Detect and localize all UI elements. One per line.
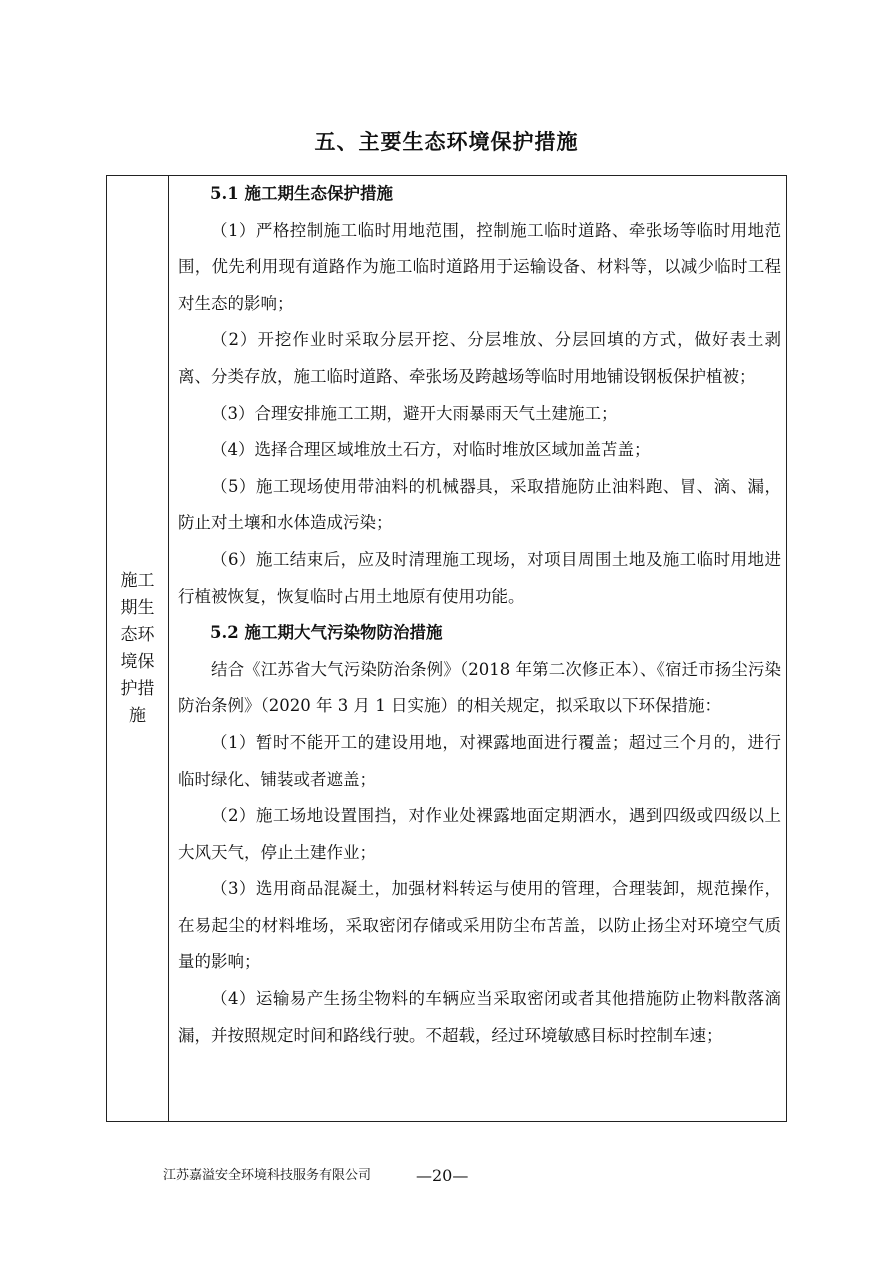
paragraph: （5）施工现场使用带油料的机械器具，采取措施防止油料跑、冒、滴、漏，防止对土壤和水体造成污染； — [178, 476, 781, 533]
paragraph: （3）合理安排施工工期，避开大雨暴雨天气土建施工； — [211, 403, 618, 423]
paragraph: （4）运输易产生扬尘物料的车辆应当采取密闭或者其他措施防止物料散落滴漏，并按照规定时间和路线行驶。不超载，经过环境敏感目标时控制车速； — [178, 989, 781, 1045]
row-label: 施工期生态环境保护措施 — [120, 570, 155, 726]
paragraph: （2）开挖作业时采取分层开挖、分层堆放、分层回填的方式，做好表土剥离、分类存放，施工临时道路、牵张场及跨越场等临时用地铺设钢板保护植被； — [178, 330, 781, 386]
paragraph: （3）选用商品混凝土，加强材料转运与使用的管理，合理装卸，规范操作，在易起尘的材料堆场，采取密闭存储或采用防尘布苫盖，以防止扬尘对环境空气质量的影响； — [178, 879, 781, 972]
paragraph: （2）施工场地设置围挡，对作业处裸露地面定期洒水，遇到四级或四级以上大风天气，停止土建作业； — [178, 806, 781, 862]
footer-company: 江苏嘉溢安全环境科技服务有限公司 — [163, 1168, 372, 1183]
paragraph: （1）严格控制施工临时用地范围，控制施工临时道路、牵张场等临时用地范围，优先利用现有道路作为施工临时道路用于运输设备、材料等，以减少临时工程对生态的影响； — [178, 220, 781, 313]
section-heading-5-2: 5.2 施工期大气污染物防治措施 — [210, 623, 443, 643]
page-title: 五、主要生态环境保护措施 — [314, 130, 579, 154]
paragraph: （1）暂时不能开工的建设用地，对裸露地面进行覆盖；超过三个月的，进行临时绿化、铺装或者遮盖； — [178, 732, 781, 789]
paragraph: （4）选择合理区域堆放土石方，对临时堆放区域加盖苫盖； — [211, 440, 651, 460]
measures-table — [106, 175, 787, 1122]
paragraph-intro: 结合《江苏省大气污染防治条例》（2018 年第二次修正本）、《宿迁市扬尘污染防治条例》（2020 年 3 月 1 日实施）的相关规定，拟采取以下环保措施： — [178, 659, 781, 716]
row-label-cell — [107, 176, 168, 1121]
content-cell — [178, 176, 781, 1054]
column-divider — [168, 176, 169, 1121]
section-heading-5-1: 5.1 施工期生态保护措施 — [210, 184, 393, 203]
paragraph: （6）施工结束后，应及时清理施工现场，对项目周围土地及施工临时用地进行植被恢复，恢复临时占用土地原有使用功能。 — [178, 549, 781, 606]
page-number: —20— — [416, 1166, 469, 1185]
